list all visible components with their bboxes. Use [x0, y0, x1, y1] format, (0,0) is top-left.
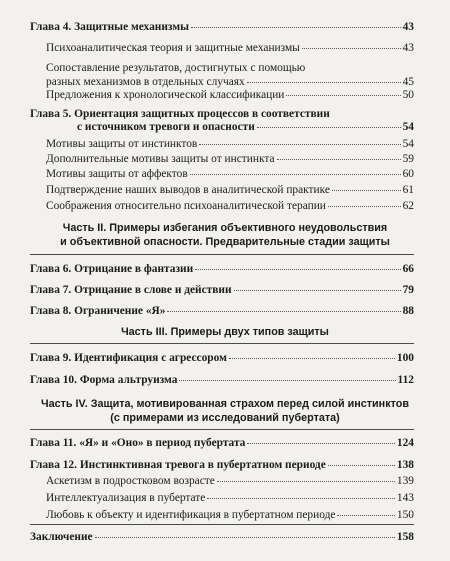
entry-page: 88: [402, 305, 414, 317]
dot-leader: [332, 190, 401, 191]
entry-page: 143: [396, 492, 414, 504]
toc-entry-ch5-section-4: [46, 183, 414, 197]
dot-leader: [229, 358, 395, 359]
toc-entry-ch4-section-3: [46, 88, 414, 102]
dot-leader: [257, 127, 401, 128]
dot-leader: [234, 290, 401, 291]
dot-leader: [286, 95, 400, 96]
entry-title: Мотивы защиты от аффектов: [46, 168, 188, 180]
entry-page: 45: [402, 76, 414, 88]
dot-leader: [247, 443, 395, 444]
dot-leader: [217, 481, 395, 482]
entry-page: 79: [402, 284, 414, 296]
dot-leader: [337, 515, 394, 516]
toc-entry-chapter-5-line-1: Глава 5. Ориентация защитных процессов в соответствии: [30, 108, 330, 120]
dot-leader: [167, 311, 400, 312]
entry-title: разных механизмов в отдельных случаях: [46, 76, 245, 88]
part-3-heading: Часть III. Примеры двух типов защиты: [121, 326, 329, 338]
entry-title: Глава 4. Защитные механизмы: [30, 21, 189, 33]
dot-leader: [191, 27, 401, 28]
toc-entry-conclusion: [30, 530, 414, 544]
toc-entry-chapter-11: [30, 436, 414, 450]
entry-page: 50: [402, 89, 414, 101]
dot-leader: [190, 174, 401, 175]
entry-title: Заключение: [30, 531, 93, 543]
entry-page: 62: [402, 200, 414, 212]
dot-leader: [207, 498, 395, 499]
entry-page: 150: [396, 509, 414, 521]
toc-entry-ch5-section-1: [46, 137, 414, 151]
toc-entry-ch12-section-3: [46, 508, 414, 522]
toc-entry-ch4-section-2: [46, 75, 414, 89]
entry-page: 158: [396, 531, 414, 543]
entry-title: Психоаналитическая теория и защитные механизмы: [46, 42, 300, 54]
part-4-heading-line-1: Часть IV. Защита, мотивированная страхом перед силой инстинктов: [41, 398, 409, 410]
part-4-heading-line-2: (с примерами из исследований пубертата): [110, 412, 340, 424]
toc-entry-chapter-6: [30, 262, 414, 276]
part-2-heading-line-1: Часть II. Примеры избегания объективного неудовольствия: [62, 222, 388, 234]
entry-page: 61: [402, 184, 414, 196]
entry-title: Глава 12. Инстинктивная тревога в пубертатном периоде: [30, 459, 326, 471]
entry-title: с источником тревоги и опасности: [77, 121, 255, 133]
entry-title: Глава 6. Отрицание в фантазии: [30, 263, 194, 275]
entry-title: Дополнительные мотивы защиты от инстинкта: [46, 153, 275, 165]
entry-page: 54: [402, 121, 414, 133]
entry-title: Глава 7. Отрицание в слове и действии: [30, 284, 232, 296]
entry-page: 59: [402, 153, 414, 165]
entry-page: 100: [396, 352, 414, 364]
part-2-heading-line-2: и объективной опасности. Предварительные стадии защиты: [60, 236, 390, 248]
entry-page: 124: [396, 437, 414, 449]
toc-entry-ch12-section-2: [46, 491, 414, 505]
entry-title: Подтверждение наших выводов в аналитической практике: [46, 184, 330, 196]
entry-title: Глава 11. «Я» и «Оно» в период пубертата: [30, 437, 246, 449]
toc-entry-ch12-section-1: [46, 474, 414, 488]
dot-leader: [302, 48, 401, 49]
entry-page: 60: [402, 168, 414, 180]
entry-title: Предложения к хронологической классификации: [46, 89, 285, 101]
dot-leader: [179, 380, 395, 381]
entry-title: Любовь к объекту и идентификация в пубертатном периоде: [46, 509, 336, 521]
dot-leader: [195, 269, 400, 270]
entry-title: Соображения относительно психоаналитической терапии: [46, 200, 326, 212]
part-3-divider: [30, 343, 414, 344]
entry-title: Глава 9. Идентификация с агрессором: [30, 352, 227, 364]
entry-title: Аскетизм в подростковом возрасте: [46, 475, 215, 487]
entry-page: 43: [402, 21, 414, 33]
dot-leader: [328, 465, 395, 466]
entry-page: 66: [402, 263, 414, 275]
toc-entry-chapter-5: [77, 120, 414, 134]
toc-entry-chapter-4: [30, 20, 414, 34]
entry-title: Интеллектуализация в пубертате: [46, 492, 206, 504]
part-4-divider: [30, 429, 414, 430]
dot-leader: [277, 159, 401, 160]
part-2-divider: [30, 254, 414, 255]
dot-leader: [199, 144, 400, 145]
conclusion-divider: [30, 524, 414, 525]
entry-page: 138: [396, 459, 414, 471]
toc-entry-ch5-section-3: [46, 167, 414, 181]
toc-entry-ch5-section-2: [46, 152, 414, 166]
entry-title: Глава 8. Ограничение «Я»: [30, 305, 166, 317]
entry-page: 112: [397, 374, 414, 386]
entry-title: Мотивы защиты от инстинктов: [46, 138, 198, 150]
entry-page: 139: [396, 475, 414, 487]
toc-entry-ch4-section-2-line-1: Сопоставление результатов, достигнутых с помощью: [46, 62, 306, 74]
dot-leader: [247, 82, 401, 83]
toc-entry-chapter-10: [30, 373, 414, 387]
toc-entry-chapter-7: [30, 283, 414, 297]
toc-entry-chapter-9: [30, 351, 414, 365]
dot-leader: [328, 206, 401, 207]
entry-title: Глава 10. Форма альтруизма: [30, 374, 178, 386]
toc-entry-ch5-section-5: [46, 199, 414, 213]
toc-entry-ch4-section-1: [46, 41, 414, 55]
dot-leader: [95, 537, 395, 538]
entry-page: 54: [402, 138, 414, 150]
entry-page: 43: [402, 42, 414, 54]
toc-entry-chapter-12: [30, 458, 414, 472]
toc-entry-chapter-8: [30, 304, 414, 318]
